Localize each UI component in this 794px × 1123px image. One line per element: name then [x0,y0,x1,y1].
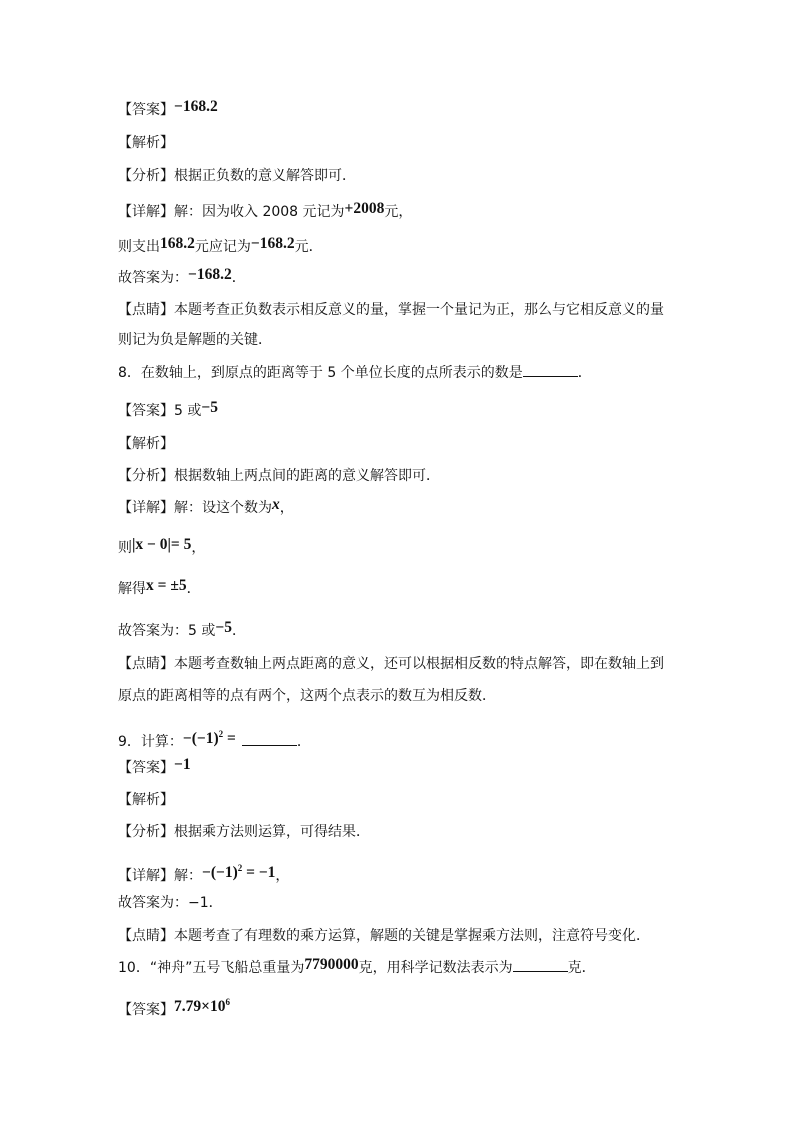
q9-math-post: = [223,730,236,748]
q9-question-pre: 9．计算： [118,734,183,751]
q7-detail-math: +2008 [344,200,385,217]
q8-analysis-line [118,434,754,454]
q10-question-post: 克． [567,960,596,976]
dianjing-tag: 【点睛】 [118,928,174,944]
q10-answer-blank [513,957,568,972]
q7-line2-pre: 则支出 [118,239,160,255]
analysis-tag: 【解析】 [118,436,174,452]
q8-detail-line [118,498,754,518]
q9-dianjing: 本题考查了有理数的乘方运算，解题的关键是掌握乘方法则，注意符号变化． [174,928,650,944]
q9-final: 故答案为：−1． [118,895,223,911]
q9-answer-line [118,758,754,778]
q10-question-mid: 克，用科学记数法表示为 [358,960,513,976]
q9-question [118,727,754,751]
q7-line2-math1: 168.2 [160,235,195,252]
fenxi-tag: 【分析】 [118,468,174,484]
detail-tag: 【详解】 [118,868,174,885]
q9-answer-blank [242,731,297,746]
q7-analysis-line [118,133,754,153]
q8-eq-math: |x − 0|= 5 [132,536,192,553]
q9-fenxi-line [118,822,754,842]
q9-fenxi-text: 根据乘方法则运算，可得结果． [174,824,370,840]
answer-tag: 【答案】 [118,1002,174,1019]
q8-question [118,362,754,382]
q8-answer-pre: 5 或 [174,403,202,419]
q7-final-line [118,268,754,288]
detail-tag: 【详解】 [118,204,174,220]
dianjing-tag: 【点睛】 [118,302,174,318]
q8-solve-math: x = ±5 [146,577,187,594]
q10-question [118,957,754,977]
q10-question-pre: 10．“神舟”五号飞船总重量为 [118,960,305,976]
q8-detail-post: ， [279,500,294,516]
q8-final-line [118,621,754,641]
q7-answer-value: −168.2 [174,98,218,115]
answer-tag: 【答案】 [118,102,174,118]
q7-line2-mid: 元应记为 [194,239,251,255]
q8-eq-post: ， [191,540,206,556]
q7-final-pre: 故答案为： [118,270,188,286]
detail-tag: 【详解】 [118,500,174,516]
q9-detail-exp: 2 [237,863,243,873]
q8-question-post: ． [577,365,592,381]
q7-fenxi-line [118,166,754,186]
q8-dianjing-2: 原点的距离相等的点有两个，这两个点表示的数互为相反数． [118,688,496,704]
q8-solve-pre: 解得 [118,581,146,597]
q10-answer-math [174,998,230,1015]
q8-fenxi-text: 根据数轴上两点间的距离的意义解答即可． [174,468,440,484]
q8-detail-pre: 解：设这个数为 [174,500,272,516]
q7-final-post: ． [231,270,246,286]
q9-question-math [183,730,236,747]
q9-question-post: ． [296,734,311,751]
q8-dianjing-line [118,654,754,674]
q10-question-math: 7790000 [304,956,359,973]
q8-final-math: −5 [215,619,232,636]
q7-detail-post: 元， [384,204,413,220]
q7-answer-line [118,100,754,120]
q8-answer-line [118,401,754,421]
q7-dianjing-2: 则记为负是解题的关键． [118,332,272,348]
q8-final-pre: 故答案为：5 或 [118,623,216,639]
q9-answer-value: −1 [174,756,191,773]
answer-tag: 【答案】 [118,403,174,419]
q9-math-exp: 2 [218,729,224,739]
q7-dianjing-line [118,300,754,320]
q8-dianjing-1: 本题考查数轴上两点距离的意义，还可以根据相反数的特点解答，即在数轴上到 [174,656,664,672]
q8-solve-post: ． [186,581,201,597]
q9-detail-rest: = −1 [242,864,276,882]
q7-detail-line [118,202,754,222]
q7-detail-pre: 解：因为收入 2008 元记为 [174,204,345,220]
q8-fenxi-line [118,466,754,486]
fenxi-tag: 【分析】 [118,824,174,840]
q8-solve-line [118,579,754,599]
q8-final-post: ． [231,623,246,639]
q7-final-math: −168.2 [188,266,232,283]
q9-dianjing-line [118,926,754,946]
q8-detail-var: x [272,496,280,513]
q7-fenxi-text: 根据正负数的意义解答即可． [174,168,356,184]
q9-final-line [118,893,754,913]
q9-detail-line [118,861,754,885]
q7-dianjing-1: 本题考查正负数表示相反意义的量，掌握一个量记为正，那么与它相反意义的量 [174,302,664,318]
q8-eq-pre: 则 [118,540,132,556]
q10-answer-base: 7.79×10 [174,998,226,1016]
q9-detail-pre: 解： [174,868,202,885]
q9-detail-base: −(−1) [202,864,238,882]
q8-answer-math: −5 [201,399,218,416]
answer-tag: 【答案】 [118,760,174,776]
q7-dianjing-line2 [118,330,754,350]
q10-answer-line [118,995,754,1019]
analysis-tag: 【解析】 [118,135,174,151]
q8-question-pre: 8．在数轴上，到原点的距离等于 5 个单位长度的点所表示的数是 [118,365,523,381]
q9-detail-post: ， [275,868,290,885]
q8-answer-blank [523,362,578,377]
q9-math-base: −(−1) [182,730,219,748]
analysis-tag: 【解析】 [118,792,174,808]
q8-equation-line [118,538,754,558]
q8-dianjing-line2 [118,686,754,706]
q7-line2-post: 元． [294,239,323,255]
q9-analysis-line [118,790,754,810]
q10-answer-exp: 6 [225,997,230,1007]
dianjing-tag: 【点睛】 [118,656,174,672]
fenxi-tag: 【分析】 [118,168,174,184]
q7-detail-line2 [118,237,754,257]
q9-detail-math [202,864,275,881]
q7-line2-math2: −168.2 [250,235,295,252]
